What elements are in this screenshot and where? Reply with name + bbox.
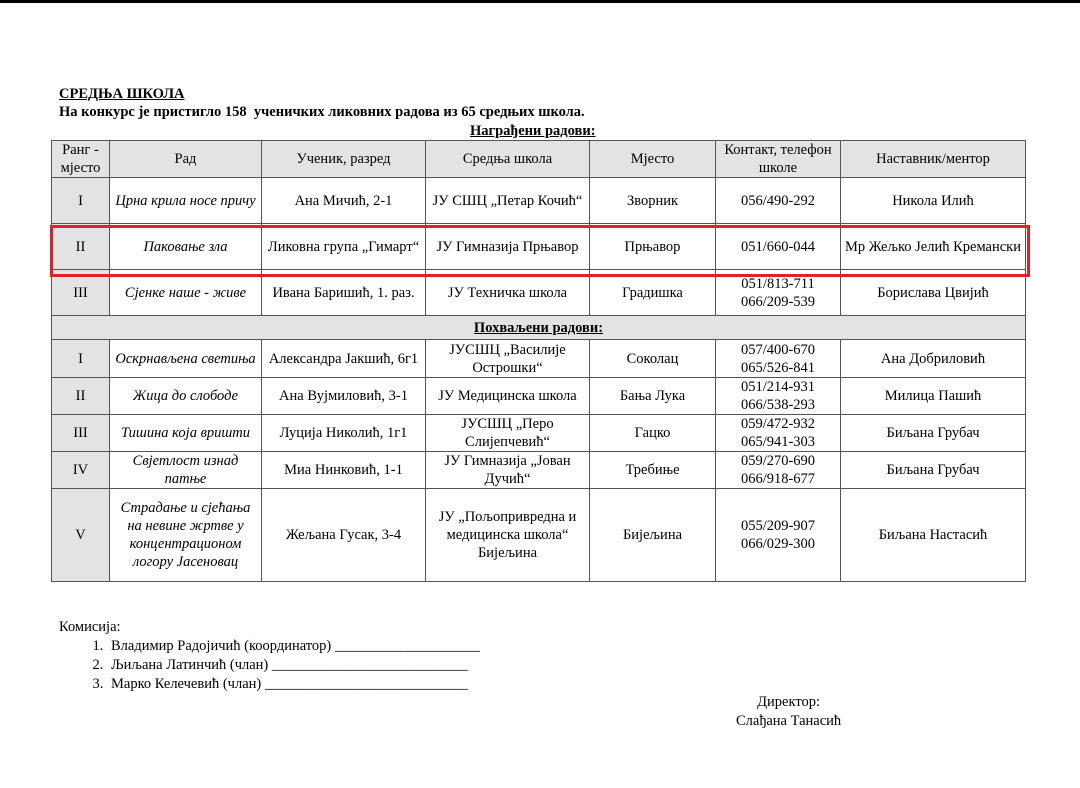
- awarded-row: [52, 224, 1026, 270]
- school-cell: ЈУ Гимназија Прњавор: [426, 224, 590, 270]
- work-cell: Сјенке наше - живе: [110, 270, 262, 316]
- commission-label: Комисија:: [59, 619, 121, 635]
- phone-cell: 055/209-907 066/029-300: [716, 489, 841, 582]
- commission-member: 2. Љиљана Латинчић (члан) ___________________________: [107, 656, 480, 675]
- column-header-student: Ученик, разред: [262, 141, 426, 178]
- phone-cell: 051/813-711 066/209-539: [716, 270, 841, 316]
- top-rule: [0, 0, 1080, 3]
- director-name: Слађана Танасић: [736, 713, 842, 729]
- table-header-row: [52, 141, 1026, 178]
- praised-row: [52, 452, 1026, 489]
- mentor-cell: Биљана Грубач: [841, 452, 1026, 489]
- school-cell: ЈУ Техничка школа: [426, 270, 590, 316]
- commission-list: [59, 637, 480, 694]
- mentor-cell: Ана Добриловић: [841, 340, 1026, 378]
- column-header-school: Средња школа: [426, 141, 590, 178]
- phone-cell: 059/472-932 065/941-303: [716, 415, 841, 452]
- column-header-work: Рад: [110, 141, 262, 178]
- mentor-cell: Милица Пашић: [841, 378, 1026, 415]
- mentor-cell: Биљана Грубач: [841, 415, 1026, 452]
- commission-member: 1. Владимир Радојичић (координатор) ____________________: [107, 637, 480, 656]
- director-title: Директор:: [757, 694, 821, 710]
- place-cell: Гацко: [590, 415, 716, 452]
- school-cell: ЈУСШЦ „Василије Острошки“: [426, 340, 590, 378]
- praised-section-row: [52, 316, 1026, 340]
- column-header-rank: Ранг - мјесто: [52, 141, 110, 178]
- place-cell: Градишка: [590, 270, 716, 316]
- place-cell: Зворник: [590, 178, 716, 224]
- page-heading: СРЕДЊА ШКОЛА: [59, 86, 185, 102]
- intro-text: На конкурс је пристигло 158 ученичких ликовних радова из 65 средњих школа.: [59, 104, 585, 120]
- student-cell: Александра Јакшић, 6г1: [262, 340, 426, 378]
- phone-cell: 051/214-931 066/538-293: [716, 378, 841, 415]
- student-cell: Ивана Баришић, 1. раз.: [262, 270, 426, 316]
- praised-row: [52, 415, 1026, 452]
- student-cell: Ана Вујмиловић, 3-1: [262, 378, 426, 415]
- school-cell: ЈУ Гимназија „Јован Дучић“: [426, 452, 590, 489]
- mentor-cell: Никола Илић: [841, 178, 1026, 224]
- rank-cell: III: [52, 270, 110, 316]
- work-cell: Пaковање зла: [110, 224, 262, 270]
- commission-block: [59, 618, 480, 694]
- school-cell: ЈУСШЦ „Перо Слијепчевић“: [426, 415, 590, 452]
- phone-cell: 057/400-670 065/526-841: [716, 340, 841, 378]
- praised-row: [52, 489, 1026, 582]
- mentor-cell: Мр Жељко Јелић Кремански: [841, 224, 1026, 270]
- work-cell: Свјетлост изнад патње: [110, 452, 262, 489]
- rank-cell: III: [52, 415, 110, 452]
- rank-cell: II: [52, 224, 110, 270]
- column-header-mentor: Наставник/ментор: [841, 141, 1026, 178]
- school-cell: ЈУ СШЦ „Петар Кочић“: [426, 178, 590, 224]
- work-cell: Оскрнављена светиња: [110, 340, 262, 378]
- rank-cell: II: [52, 378, 110, 415]
- awarded-row: [52, 178, 1026, 224]
- phone-cell: 051/660-044: [716, 224, 841, 270]
- work-cell: Жица до слободе: [110, 378, 262, 415]
- mentor-cell: Биљана Настасић: [841, 489, 1026, 582]
- school-cell: ЈУ Медицинска школа: [426, 378, 590, 415]
- work-cell: Страдање и сјећања на невине жртве у концентрационом логору Јасеновац: [110, 489, 262, 582]
- awarded-section-title: Награђени радови:: [470, 123, 596, 139]
- work-cell: Тишина која вришти: [110, 415, 262, 452]
- praised-row: [52, 340, 1026, 378]
- place-cell: Бања Лука: [590, 378, 716, 415]
- praised-row: [52, 378, 1026, 415]
- place-cell: Соколац: [590, 340, 716, 378]
- place-cell: Требиње: [590, 452, 716, 489]
- rank-cell: I: [52, 340, 110, 378]
- director-block: [736, 693, 841, 731]
- results-table: [51, 140, 1026, 582]
- praised-section-title: Похваљени радови:: [52, 316, 1026, 340]
- work-cell: Црна крила носе причу: [110, 178, 262, 224]
- phone-cell: 056/490-292: [716, 178, 841, 224]
- student-cell: Луција Николић, 1г1: [262, 415, 426, 452]
- awarded-row: [52, 270, 1026, 316]
- rank-cell: V: [52, 489, 110, 582]
- student-cell: Жељана Гусак, 3-4: [262, 489, 426, 582]
- student-cell: Ликовна група „Гимарт“: [262, 224, 426, 270]
- rank-cell: IV: [52, 452, 110, 489]
- rank-cell: I: [52, 178, 110, 224]
- student-cell: Ана Мичић, 2-1: [262, 178, 426, 224]
- phone-cell: 059/270-690 066/918-677: [716, 452, 841, 489]
- place-cell: Бијељина: [590, 489, 716, 582]
- school-cell: ЈУ „Пољопривредна и медицинска школа“ Бијељина: [426, 489, 590, 582]
- student-cell: Миа Нинковић, 1-1: [262, 452, 426, 489]
- column-header-place: Мјесто: [590, 141, 716, 178]
- place-cell: Прњавор: [590, 224, 716, 270]
- mentor-cell: Борислава Цвијић: [841, 270, 1026, 316]
- commission-member: 3. Марко Келечевић (члан) ____________________________: [107, 675, 480, 694]
- column-header-contact: Контакт, телефон школе: [716, 141, 841, 178]
